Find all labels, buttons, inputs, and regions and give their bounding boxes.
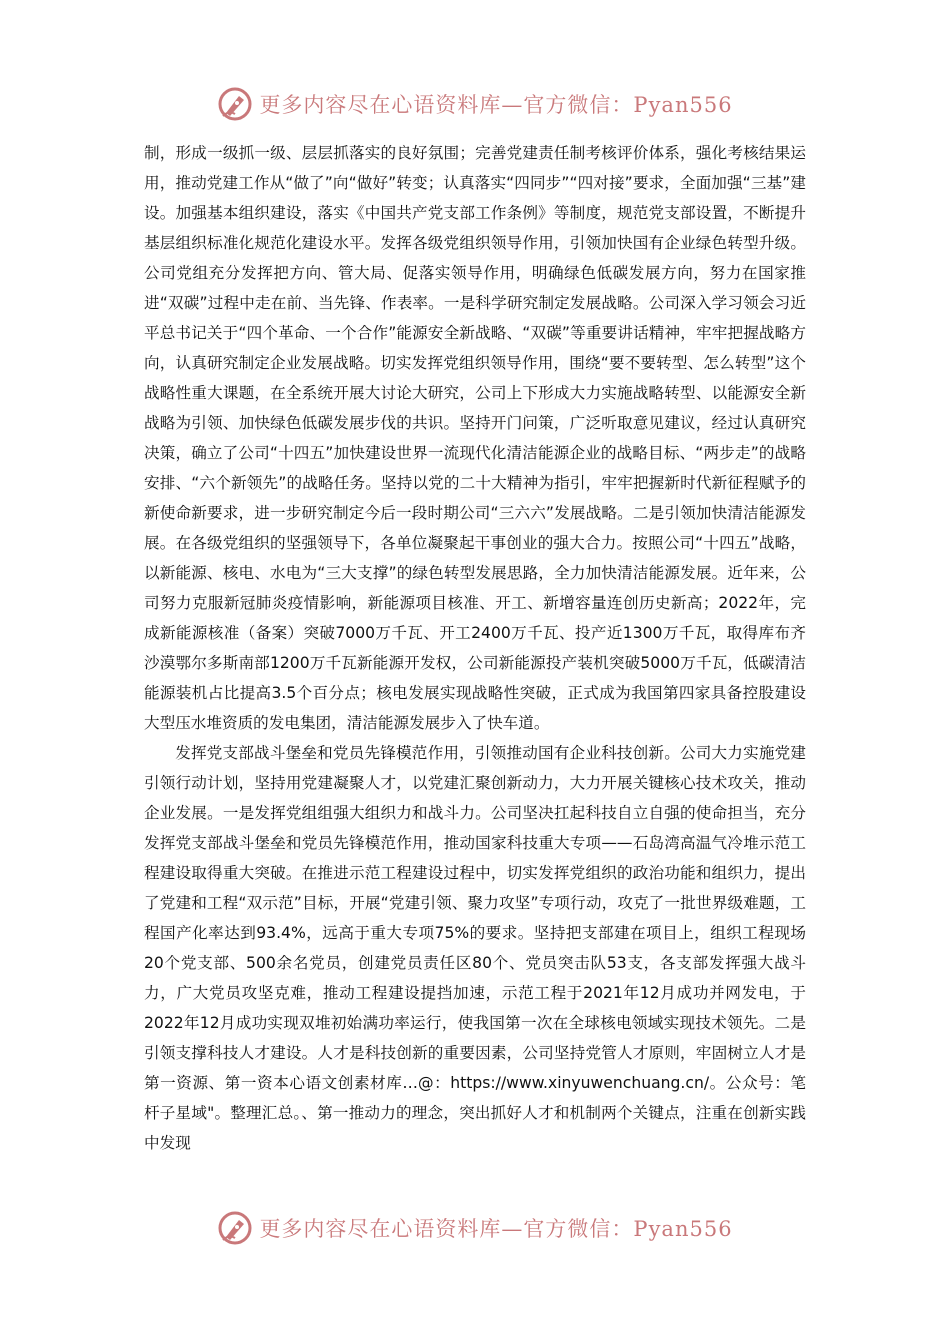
footer-watermark <box>0 1208 950 1248</box>
body-paragraph-2: 发挥党支部战斗堡垒和党员先锋模范作用，引领推动国有企业科技创新。公司大力实施党建引领行动计划，坚持用党建凝聚人才，以党建汇聚创新动力，大力开展关键核心技术攻关，推动企业发展。一是发挥党组组强大组织力和战斗力。公司坚决扛起科技自立自强的使命担当，充分发挥党支部战斗堡垒和党员先锋模范作用，推动国家科技重大专项——石岛湾高温气冷堆示范工程建设取得重大突破。在推进示范工程建设过程中，切实发挥党组织的政治功能和组织力，提出了党建和工程“双示范”目标，开展“党建引领、聚力攻坚”专项行动，攻克了一批世界级难题，工程国产化率达到93.4%，远高于重大专项75%的要求。坚持把支部建在项目上，组织工程现场20个党支部、500余名党员，创建党员责任区80个、党员突击队53支，各支部发挥强大战斗力，广大党员攻坚克难，推动工程建设提挡加速，示范工程于2021年12月成功并网发电，于2022年12月成功实现双堆初始满功率运行，使我国第一次在全球核电领域实现技术领先。二是引领支撑科技人才建设。人才是科技创新的重要因素，公司坚持党管人才原则，牢固树立人才是第一资源、第一资本心语文创素材库…@：https://www.xinyuwenchuang.cn/。公众号：笔杆子星域"。整理汇总。、第一推动力的理念，突出抓好人才和机制两个关键点，注重在创新实践中发现 <box>144 744 806 1152</box>
header-watermark-text: 更多内容尽在心语资料库—官方微信：Pyan556 <box>259 93 733 117</box>
body-paragraph-1: 制，形成一级抓一级、层层抓落实的良好氛围；完善党建责任制考核评价体系，强化考核结果运用，推动党建工作从“做了”向“做好”转变；认真落实“四同步”“四对接”要求，全面加强“三基”建设。加强基本组织建设，落实《中国共产党支部工作条例》等制度，规范党支部设置，不断提升基层组织标准化规范化建设水平。发挥各级党组织领导作用，引领加快国有企业绿色转型升级。公司党组充分发挥把方向、管大局、促落实领导作用，明确绿色低碳发展方向，努力在国家推进“双碳”过程中走在前、当先锋、作表率。一是科学研究制定发展战略。公司深入学习领会习近平总书记关于“四个革命、一个合作”能源安全新战略、“双碳”等重要讲话精神，牢牢把握战略方向，认真研究制定企业发展战略。切实发挥党组织领导作用，围绕“要不要转型、怎么转型”这个战略性重大课题，在全系统开展大讨论大研究，公司上下形成大力实施战略转型、以能源安全新战略为引领、加快绿色低碳发展步伐的共识。坚持开门问策，广泛听取意见建议，经过认真研究决策，确立了公司“十四五”加快建设世界一流现代化清洁能源企业的战略目标、“两步走”的战略安排、“六个新领先”的战略任务。坚持以党的二十大精神为指引，牢牢把握新时代新征程赋予的新使命新要求，进一步研究制定今后一段时期公司“三六六”发展战略。二是引领加快清洁能源发展。在各级党组织的坚强领导下，各单位凝聚起干事创业的强大合力。按照公司“十四五”战略，以新能源、核电、水电为“三大支撑”的绿色转型发展思路，全力加快清洁能源发展。近年来，公司努力克服新冠肺炎疫情影响，新能源项目核准、开工、新增容量连创历史新高；2022年，完成新能源核准（备案）突破7000万千瓦、开工2400万千瓦、投产近1300万千瓦，取得库布齐沙漠鄂尔多斯南部1200万千瓦新能源开发权，公司新能源投产装机突破5000万千瓦，低碳清洁能源装机占比提高3.5个百分点；核电发展实现战略性突破，正式成为我国第四家具备控股建设大型压水堆资质的发电集团，清洁能源发展步入了快车道。 <box>144 144 806 732</box>
header-watermark <box>0 84 950 124</box>
footer-watermark-text: 更多内容尽在心语资料库—官方微信：Pyan556 <box>259 1217 733 1241</box>
pen-nib-logo-icon <box>217 86 253 122</box>
document-body <box>144 138 806 1158</box>
pen-nib-logo-icon <box>217 1210 253 1246</box>
